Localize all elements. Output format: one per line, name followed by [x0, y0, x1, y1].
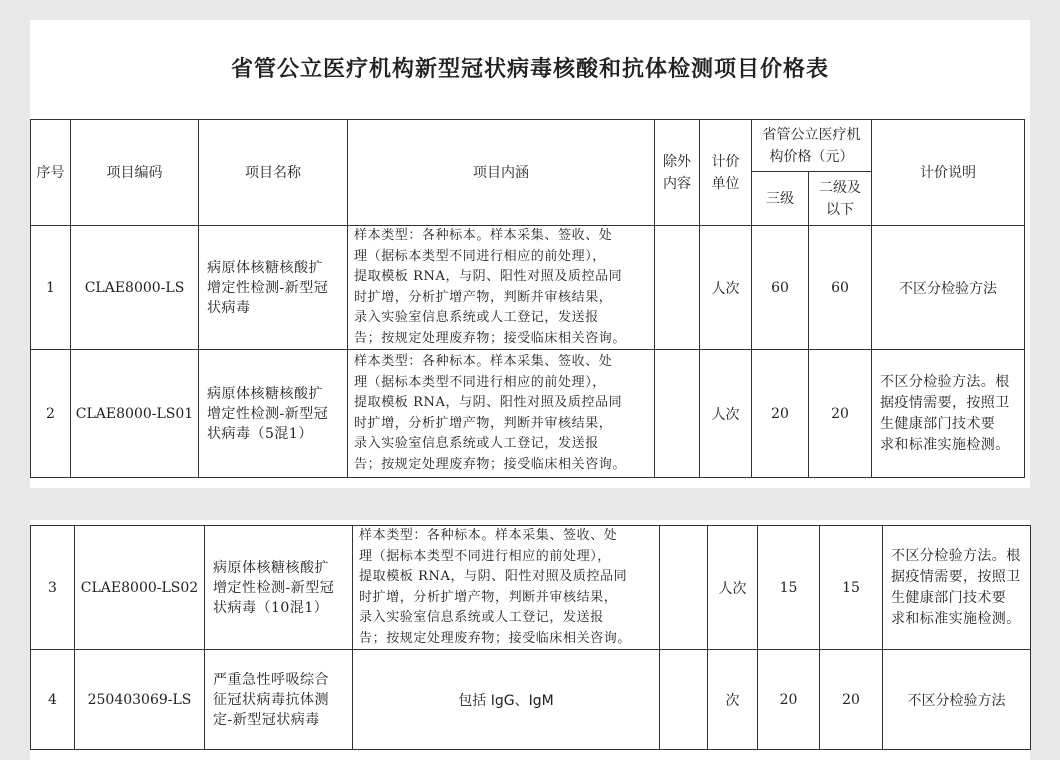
header-name: 项目名称	[199, 120, 348, 226]
header-level3: 三级	[752, 172, 809, 226]
row-content: 样本类型：各种标本。样本采集、签收、处 理（据标本类型不同进行相应的前处理）， 提取模板 RNA，与阴、阳性对照及质控品同 时扩增，分析扩增产物，判断并审核结果， 录入实验室信息系统或人工登记，发送报 告；按规定处理废弃物；接受临床相关咨询。	[348, 226, 655, 350]
row-price-level3: 15	[758, 526, 820, 650]
row-unit: 次	[708, 650, 758, 750]
header-excluded: 除外 内容	[655, 120, 700, 226]
row-excluded	[655, 226, 700, 350]
row-excluded	[660, 526, 708, 650]
row-code: CLAE8000-LS02	[75, 526, 205, 650]
row-price-level3: 60	[752, 226, 809, 350]
header-content: 项目内涵	[348, 120, 655, 226]
header-level2: 二级及 以下	[809, 172, 872, 226]
table-page-1	[30, 20, 1030, 488]
row-seq: 2	[31, 350, 71, 478]
header-seq: 序号	[31, 120, 71, 226]
row-content: 样本类型：各种标本。样本采集、签收、处 理（据标本类型不同进行相应的前处理）， 提取模板 RNA，与阴、阳性对照及质控品同 时扩增，分析扩增产物，判断并审核结果， 录入实验室信息系统或人工登记，发送报 告；按规定处理废弃物；接受临床相关咨询。	[353, 526, 660, 650]
row-seq: 4	[31, 650, 75, 750]
row-code: CLAE8000-LS01	[71, 350, 199, 478]
header-unit: 计价 单位	[700, 120, 752, 226]
header-price-group: 省管公立医疗机 构价格（元）	[752, 120, 872, 172]
row-seq: 1	[31, 226, 71, 350]
row-seq: 3	[31, 526, 75, 650]
row-note: 不区分检验方法	[872, 226, 1025, 350]
row-excluded	[660, 650, 708, 750]
row-name: 严重急性呼吸综合 征冠状病毒抗体测 定-新型冠状病毒	[205, 650, 353, 750]
row-unit: 人次	[708, 526, 758, 650]
row-name: 病原体核糖核酸扩 增定性检测-新型冠 状病毒（10混1）	[205, 526, 353, 650]
row-content: 包括 IgG、IgM	[353, 650, 660, 750]
table-row	[31, 350, 1025, 478]
row-price-level2: 15	[820, 526, 883, 650]
row-unit: 人次	[700, 226, 752, 350]
table-page-2	[30, 520, 1030, 760]
document-title: 省管公立医疗机构新型冠状病毒核酸和抗体检测项目价格表	[230, 57, 829, 82]
row-name: 病原体核糖核酸扩 增定性检测-新型冠 状病毒（5混1）	[199, 350, 348, 478]
row-code: CLAE8000-LS	[71, 226, 199, 350]
row-price-level2: 60	[809, 226, 872, 350]
table-row	[31, 650, 1031, 750]
table-row	[31, 226, 1025, 350]
row-price-level2: 20	[820, 650, 883, 750]
price-table	[30, 119, 1025, 478]
row-note: 不区分检验方法。根 据疫情需要，按照卫 生健康部门技术要 求和标准实施检测。	[883, 526, 1031, 650]
row-price-level2: 20	[809, 350, 872, 478]
header-code: 项目编码	[71, 120, 199, 226]
row-note: 不区分检验方法。根 据疫情需要，按照卫 生健康部门技术要 求和标准实施检测。	[872, 350, 1025, 478]
header-row	[31, 120, 1025, 172]
row-content: 样本类型：各种标本。样本采集、签收、处 理（据标本类型不同进行相应的前处理）， 提取模板 RNA，与阴、阳性对照及质控品同 时扩增，分析扩增产物，判断并审核结果， 录入实验室信息系统或人工登记，发送报 告；按规定处理废弃物；接受临床相关咨询。	[348, 350, 655, 478]
price-table-continued	[30, 525, 1031, 750]
table-row	[31, 526, 1031, 650]
header-note: 计价说明	[872, 120, 1025, 226]
row-price-level3: 20	[752, 350, 809, 478]
row-unit: 人次	[700, 350, 752, 478]
row-name: 病原体核糖核酸扩 增定性检测-新型冠 状病毒	[199, 226, 348, 350]
row-code: 250403069-LS	[75, 650, 205, 750]
row-note: 不区分检验方法	[883, 650, 1031, 750]
row-price-level3: 20	[758, 650, 820, 750]
row-excluded	[655, 350, 700, 478]
